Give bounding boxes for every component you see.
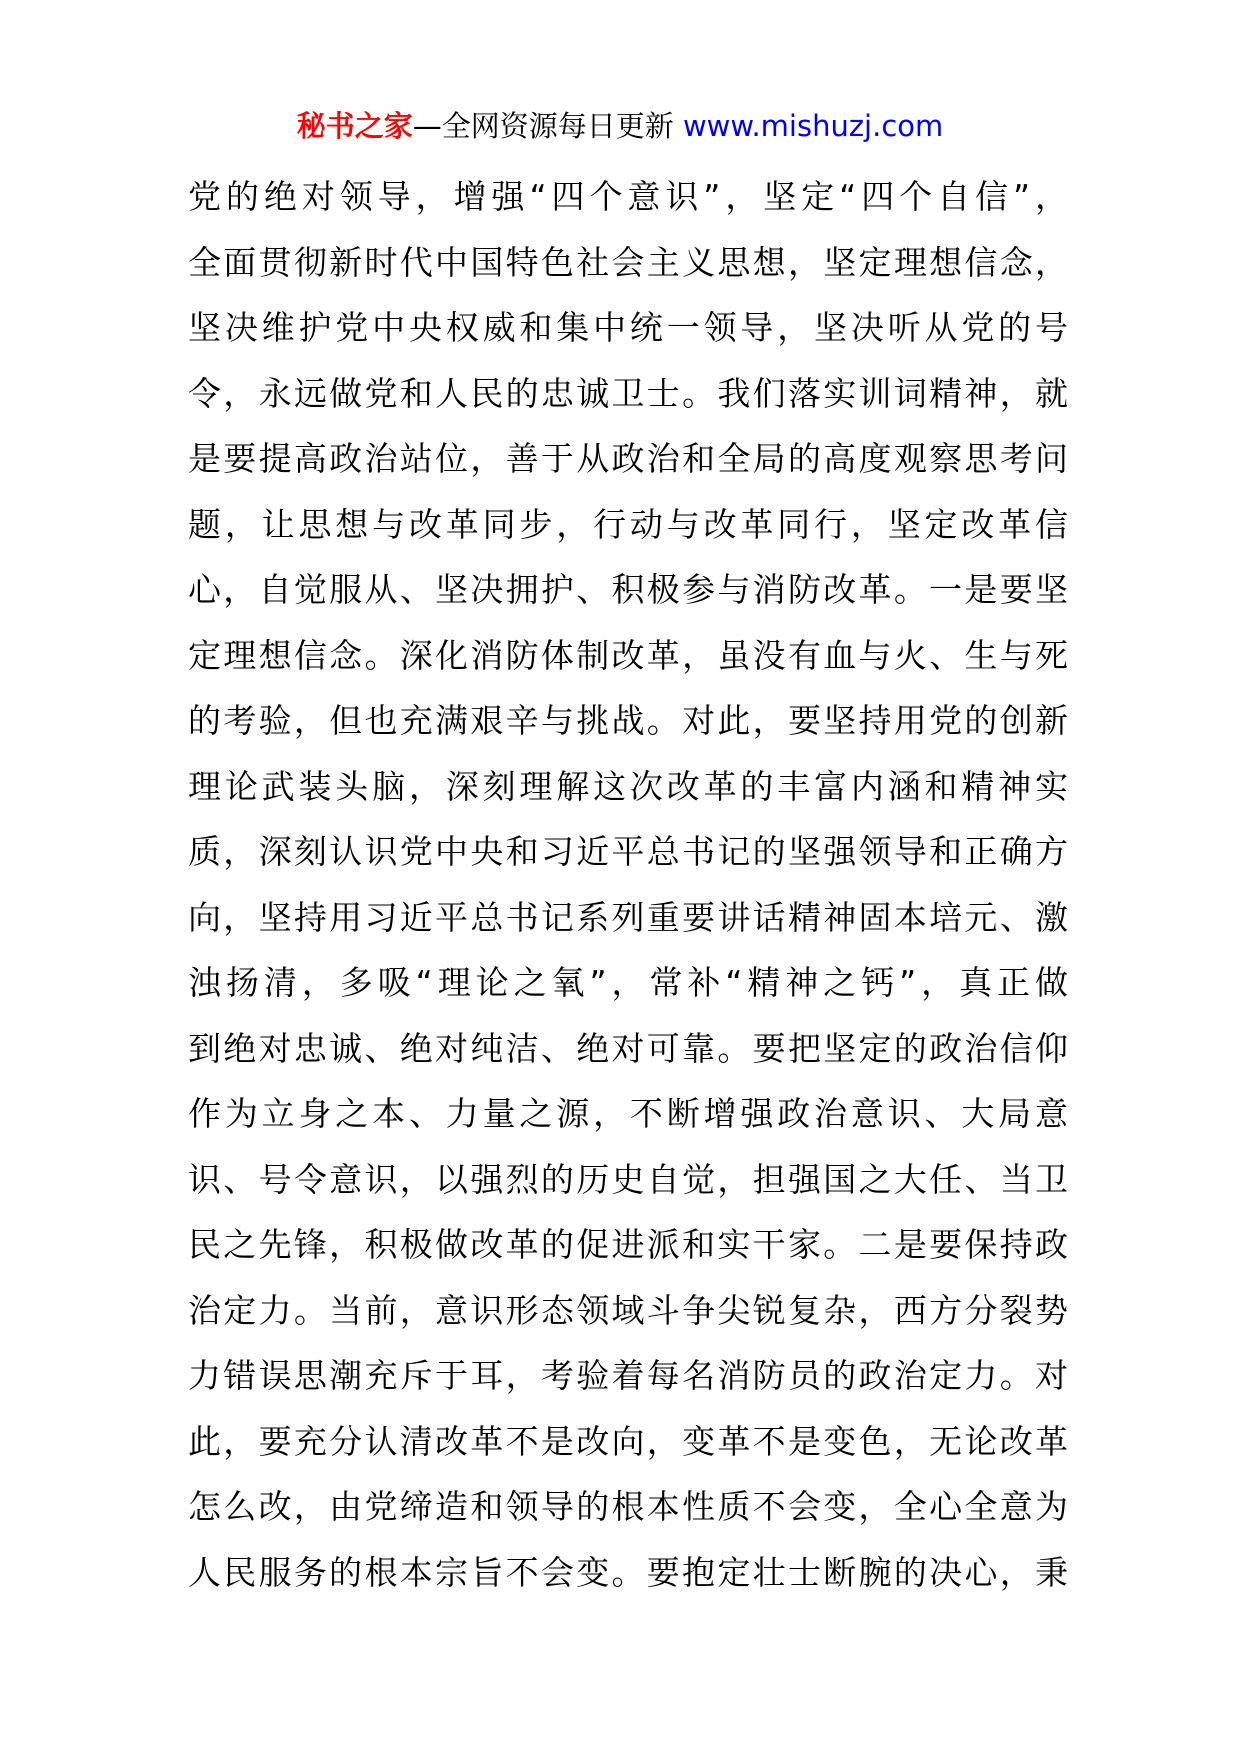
body-paragraph bbox=[188, 164, 1068, 1605]
text-line: 向，坚持用习近平总书记系列重要讲话精神固本培元、激 bbox=[188, 897, 1068, 937]
text-line: 题，让思想与改革同步，行动与改革同行，坚定改革信 bbox=[188, 504, 1068, 544]
text-line: 的考验，但也充满艰辛与挑战。对此，要坚持用党的创新 bbox=[188, 701, 1068, 740]
text-line: 到绝对忠诚、绝对纯洁、绝对可靠。要把坚定的政治信仰 bbox=[188, 1028, 1068, 1068]
text-line: 浊扬清，多吸“理论之氧”，常补“精神之钙”，真正做 bbox=[188, 963, 1068, 1002]
header-tagline: —全网资源每日更新 bbox=[412, 109, 674, 143]
text-line: 心，自觉服从、坚决拥护、积极参与消防改革。一是要坚 bbox=[188, 570, 1068, 609]
text-line: 作为立身之本、力量之源，不断增强政治意识、大局意 bbox=[188, 1094, 1068, 1133]
text-line: 识、号令意识，以强烈的历史自觉，担强国之大任、当卫 bbox=[188, 1159, 1068, 1199]
website-link[interactable]: www.mishuzj.com bbox=[682, 109, 944, 143]
brand-name: 秘书之家 bbox=[296, 109, 413, 143]
text-line: 定理想信念。深化消防体制改革，虽没有血与火、生与死 bbox=[188, 635, 1068, 675]
text-line: 是要提高政治站位，善于从政治和全局的高度观察思考问 bbox=[188, 439, 1068, 478]
text-line: 坚决维护党中央权威和集中统一领导，坚决听从党的号 bbox=[188, 308, 1068, 347]
text-line: 理论武装头脑，深刻理解这次改革的丰富内涵和精神实 bbox=[188, 766, 1068, 806]
text-line: 治定力。当前，意识形态领域斗争尖锐复杂，西方分裂势 bbox=[188, 1290, 1068, 1330]
text-line: 全面贯彻新时代中国特色社会主义思想，坚定理想信念， bbox=[188, 242, 1068, 282]
page-header bbox=[0, 104, 1240, 148]
text-line: 党的绝对领导，增强“四个意识”，坚定“四个自信”， bbox=[188, 177, 1068, 216]
text-line: 人民服务的根本宗旨不会变。要抱定壮士断腕的决心，秉 bbox=[188, 1552, 1068, 1592]
text-line: 此，要充分认清改革不是改向，变革不是变色，无论改革 bbox=[188, 1421, 1068, 1461]
text-line: 质，深刻认识党中央和习近平总书记的坚强领导和正确方 bbox=[188, 832, 1068, 871]
text-line: 力错误思潮充斥于耳，考验着每名消防员的政治定力。对 bbox=[188, 1356, 1068, 1395]
text-line: 民之先锋，积极做改革的促进派和实干家。二是要保持政 bbox=[188, 1225, 1068, 1264]
text-line: 令，永远做党和人民的忠诚卫士。我们落实训词精神，就 bbox=[188, 373, 1068, 413]
text-line: 怎么改，由党缔造和领导的根本性质不会变，全心全意为 bbox=[188, 1487, 1068, 1526]
